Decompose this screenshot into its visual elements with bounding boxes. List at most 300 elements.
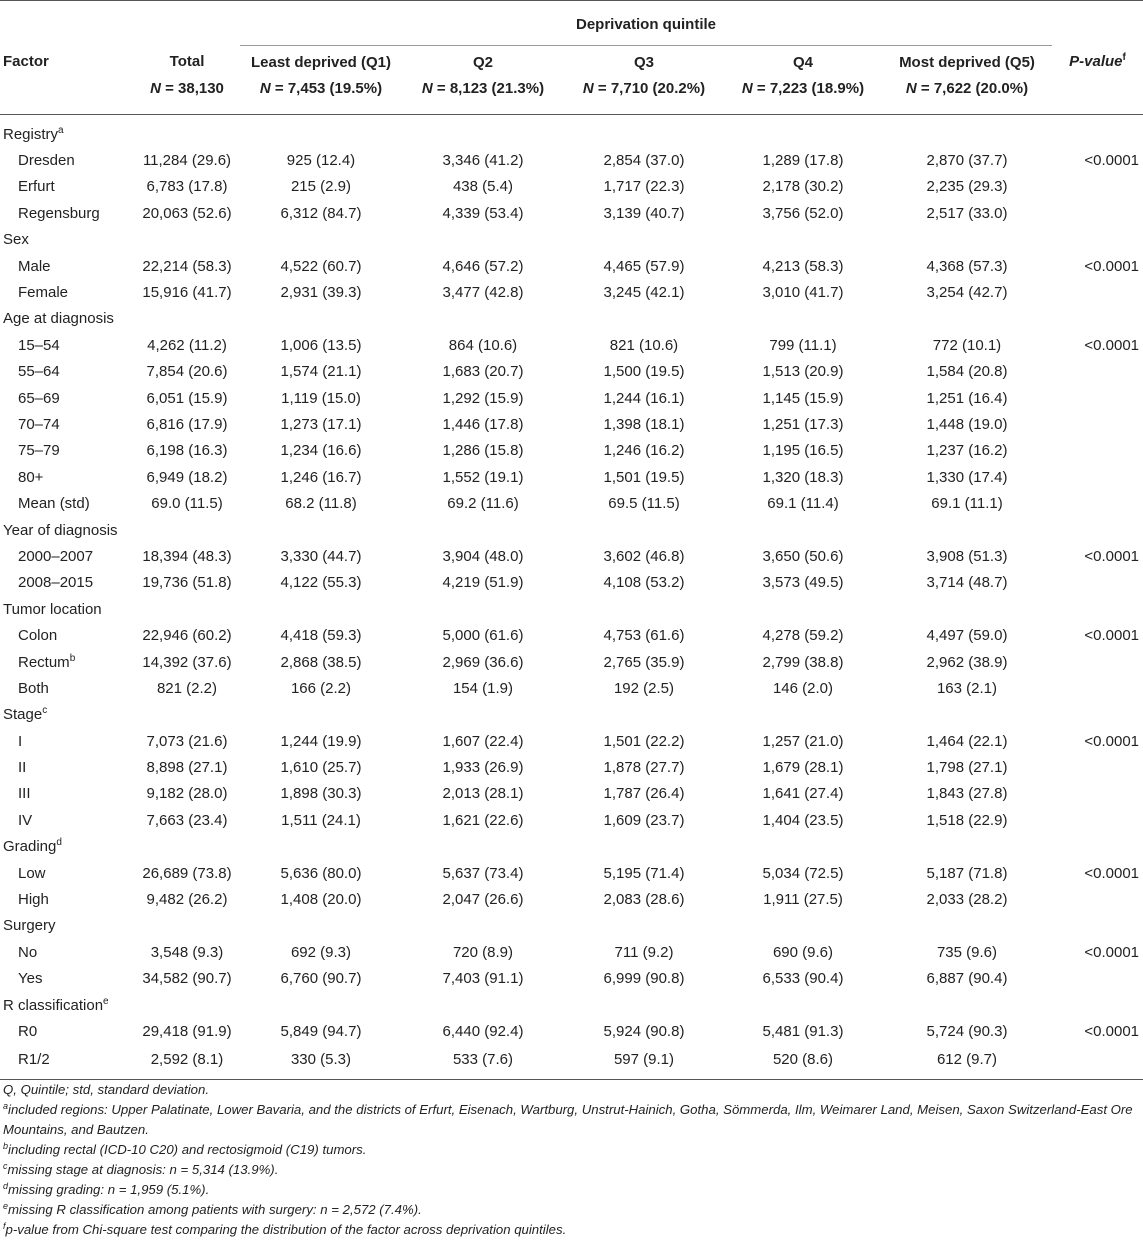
cell-value: 1,448 (19.0) <box>926 415 1008 433</box>
cell-value: 1,404 (23.5) <box>762 811 844 829</box>
col-heading-q4: Q4 <box>792 53 813 71</box>
cell-value: 520 (8.6) <box>724 1045 882 1080</box>
cell-value: 5,195 (71.4) <box>603 864 685 882</box>
cell-value: 864 (10.6) <box>448 336 518 354</box>
row-label: Dresden <box>18 152 75 170</box>
cell-value: 692 (9.3) <box>290 943 352 961</box>
cell-value: 1,679 (28.1) <box>762 759 844 777</box>
p-value-cell <box>1052 438 1143 464</box>
cell-value <box>402 227 564 253</box>
cell-value: 735 (9.6) <box>936 943 998 961</box>
cell-value <box>724 702 882 728</box>
cell-value <box>402 913 564 939</box>
cell-value: 1,683 (20.7) <box>442 363 524 381</box>
cell-value: 4,339 (53.4) <box>442 204 524 222</box>
category-label: Age at diagnosis <box>3 310 114 328</box>
row-label: 15–54 <box>18 336 60 354</box>
cell-value: 7,663 (23.4) <box>146 811 228 829</box>
cell-value: 3,245 (42.1) <box>603 284 685 302</box>
cell-value: 5,849 (94.7) <box>280 1022 362 1040</box>
p-value-cell <box>1052 754 1143 780</box>
cell-value <box>240 834 402 860</box>
p-value-cell <box>1052 807 1143 833</box>
cell-value: 1,237 (16.2) <box>926 442 1008 460</box>
row-label: I <box>18 732 23 750</box>
cell-value: 5,724 (90.3) <box>926 1022 1008 1040</box>
table-footnotes <box>3 1080 1141 1240</box>
cell-value: 2,969 (36.6) <box>442 653 524 671</box>
cell-value: 5,636 (80.0) <box>280 864 362 882</box>
cell-value <box>724 834 882 860</box>
p-value-cell: <0.0001 <box>1084 1022 1139 1040</box>
cell-value: 2,013 (28.1) <box>442 785 524 803</box>
cell-value: 612 (9.7) <box>882 1045 1052 1080</box>
cell-value: 720 (8.9) <box>452 943 514 961</box>
cell-value: 6,816 (17.9) <box>146 415 228 433</box>
cell-value: 192 (2.5) <box>613 679 675 697</box>
cell-value <box>402 702 564 728</box>
cell-value: 2,517 (33.0) <box>926 204 1008 222</box>
p-value-cell: <0.0001 <box>1084 257 1139 275</box>
cell-value: 1,446 (17.8) <box>442 415 524 433</box>
cell-value: 1,251 (16.4) <box>926 389 1008 407</box>
cell-value <box>240 596 402 622</box>
row-label: 75–79 <box>18 442 60 460</box>
row-label: 55–64 <box>18 363 60 381</box>
cell-value <box>134 596 240 622</box>
cell-value: 69.1 (11.1) <box>931 495 1003 513</box>
cell-value <box>240 913 402 939</box>
row-label: III <box>18 785 31 803</box>
cell-value <box>564 517 724 543</box>
row-label: Male <box>18 257 51 275</box>
row-label: 65–69 <box>18 389 60 407</box>
cell-value: 7,854 (20.6) <box>146 363 228 381</box>
cell-value: 1,933 (26.9) <box>442 759 524 777</box>
cell-value <box>240 306 402 332</box>
cell-value <box>564 121 724 147</box>
cell-value: 3,010 (41.7) <box>762 284 844 302</box>
cell-value: 3,573 (49.5) <box>762 574 844 592</box>
cell-value: 3,477 (42.8) <box>442 284 524 302</box>
p-value-cell <box>1052 464 1143 490</box>
cell-value: 3,254 (42.7) <box>926 284 1008 302</box>
cell-value: 1,552 (19.1) <box>442 468 524 486</box>
table-row <box>0 438 1143 464</box>
cell-value: 1,195 (16.5) <box>762 442 844 460</box>
cell-value: 330 (5.3) <box>240 1045 402 1080</box>
row-label: II <box>18 759 27 777</box>
row-label: Rectum$^b$ <box>18 652 76 671</box>
cell-value: 2,765 (35.9) <box>603 653 685 671</box>
table-row <box>0 807 1143 833</box>
cell-value: 6,198 (16.3) <box>146 442 228 460</box>
cell-value: 1,609 (23.7) <box>603 811 685 829</box>
cell-value <box>564 596 724 622</box>
p-value-cell <box>1052 596 1143 622</box>
cell-value: 1,878 (27.7) <box>603 759 685 777</box>
cell-value <box>882 913 1052 939</box>
cell-value: 1,584 (20.8) <box>926 363 1008 381</box>
p-value-cell <box>1052 385 1143 411</box>
cell-value: 3,904 (48.0) <box>442 547 524 565</box>
cell-value <box>564 306 724 332</box>
cell-value: 29,418 (91.9) <box>142 1022 232 1040</box>
cell-value: 22,946 (60.2) <box>142 627 232 645</box>
cell-value <box>882 992 1052 1018</box>
cell-value: 1,119 (15.0) <box>281 389 361 407</box>
cell-value: 7,073 (21.6) <box>146 732 228 750</box>
p-value-cell: <0.0001 <box>1084 943 1139 961</box>
cell-value: 14,392 (37.6) <box>142 653 232 671</box>
col-heading-q5: Most deprived (Q5) <box>899 53 1035 71</box>
cell-value <box>882 596 1052 622</box>
p-value-cell <box>1052 992 1143 1018</box>
cell-value: 20,063 (52.6) <box>142 204 232 222</box>
category-row <box>0 702 1143 728</box>
cell-value: 3,139 (40.7) <box>603 204 685 222</box>
category-label: Year of diagnosis <box>3 521 118 539</box>
cell-value <box>564 992 724 1018</box>
pvalue-heading: P-value$^f$ <box>1069 52 1126 71</box>
cell-value: 597 (9.1) <box>564 1045 724 1080</box>
row-label: Mean (std) <box>18 495 90 513</box>
row-label: Female <box>18 284 69 302</box>
cell-value: 4,497 (59.0) <box>926 627 1008 645</box>
cell-value: 1,641 (27.4) <box>762 785 844 803</box>
p-value-cell <box>1052 834 1143 860</box>
cell-value <box>402 596 564 622</box>
cell-value: 2,931 (39.3) <box>280 284 362 302</box>
cell-value <box>134 992 240 1018</box>
row-label: 70–74 <box>18 415 60 433</box>
cell-value: 2,592 (8.1) <box>134 1045 240 1080</box>
cell-value <box>240 227 402 253</box>
cell-value: 1,246 (16.7) <box>280 468 362 486</box>
cell-value: 2,178 (30.2) <box>762 178 844 196</box>
cell-value: 1,501 (22.2) <box>603 732 685 750</box>
footnote: $^c$missing stage at diagnosis: n = 5,314 (13.9%). <box>3 1161 279 1177</box>
cell-value: 1,787 (26.4) <box>603 785 685 803</box>
cell-value: 3,714 (48.7) <box>926 574 1008 592</box>
cell-value: 4,108 (53.2) <box>603 574 685 592</box>
row-label: Both <box>18 679 49 697</box>
cell-value: 1,798 (27.1) <box>926 759 1008 777</box>
table-row <box>0 543 1143 569</box>
cell-value: 146 (2.0) <box>772 679 834 697</box>
cell-value: 4,368 (57.3) <box>926 257 1008 275</box>
row-label: Regensburg <box>18 204 100 222</box>
deprivation-quintile-heading: Deprivation quintile <box>240 3 1052 46</box>
cell-value: 3,346 (41.2) <box>442 152 524 170</box>
cell-value <box>724 121 882 147</box>
cell-value: 5,187 (71.8) <box>926 864 1008 882</box>
cell-value: 2,854 (37.0) <box>603 152 685 170</box>
cell-value: 5,924 (90.8) <box>603 1022 685 1040</box>
cell-value <box>134 306 240 332</box>
cell-value: 5,637 (73.4) <box>442 864 524 882</box>
col-heading-total: Total <box>169 53 205 71</box>
footnote: $^d$missing grading: n = 1,959 (5.1%). <box>3 1181 210 1197</box>
cell-value: 1,145 (15.9) <box>762 389 844 407</box>
cell-value: 2,868 (38.5) <box>280 653 362 671</box>
table-row <box>0 279 1143 305</box>
col-n-q3: N = 7,710 (20.2%) <box>564 78 724 115</box>
cell-value: 6,760 (90.7) <box>280 970 362 988</box>
cell-value: 6,312 (84.7) <box>280 204 362 222</box>
cell-value: 2,235 (29.3) <box>926 178 1008 196</box>
p-value-cell <box>1052 1045 1143 1080</box>
cell-value <box>724 517 882 543</box>
cell-value <box>724 913 882 939</box>
cell-value: 4,522 (60.7) <box>280 257 362 275</box>
cell-value <box>724 992 882 1018</box>
category-label: Grading$^d$ <box>3 837 62 856</box>
cell-value: 6,783 (17.8) <box>146 178 228 196</box>
cell-value: 5,034 (72.5) <box>762 864 844 882</box>
cell-value: 8,898 (27.1) <box>146 759 228 777</box>
cell-value: 68.2 (11.8) <box>285 495 357 513</box>
cell-value <box>882 306 1052 332</box>
cell-value <box>134 121 240 147</box>
p-value-cell <box>1052 306 1143 332</box>
row-label: 80+ <box>18 468 44 486</box>
cell-value <box>134 702 240 728</box>
cell-value: 1,408 (20.0) <box>280 891 362 909</box>
footnote: $^e$missing R classification among patients with surgery: n = 2,572 (7.4%). <box>3 1201 422 1217</box>
cell-value <box>724 306 882 332</box>
category-row <box>0 306 1143 332</box>
category-label: Surgery <box>3 917 56 935</box>
cell-value <box>402 121 564 147</box>
cell-value: 34,582 (90.7) <box>142 970 232 988</box>
cell-value <box>724 227 882 253</box>
table-body <box>0 115 1143 1080</box>
table-row <box>0 1045 1143 1080</box>
cell-value: 1,257 (21.0) <box>762 732 844 750</box>
p-value-cell: <0.0001 <box>1084 864 1139 882</box>
category-row <box>0 517 1143 543</box>
category-row <box>0 227 1143 253</box>
p-value-cell <box>1052 200 1143 226</box>
cell-value: 3,650 (50.6) <box>762 547 844 565</box>
cell-value: 821 (2.2) <box>156 679 218 697</box>
row-label: Low <box>18 864 46 882</box>
cell-value: 1,501 (19.5) <box>603 468 685 486</box>
cell-value: 9,482 (26.2) <box>146 891 228 909</box>
cell-value: 1,911 (27.5) <box>763 891 843 909</box>
cell-value: 1,320 (18.3) <box>762 468 844 486</box>
p-value-cell <box>1052 570 1143 596</box>
cell-value: 1,898 (30.3) <box>280 785 362 803</box>
cell-value: 4,753 (61.6) <box>603 627 685 645</box>
cell-value <box>402 992 564 1018</box>
table-row <box>0 622 1143 648</box>
table-row <box>0 174 1143 200</box>
cell-value: 19,736 (51.8) <box>142 574 232 592</box>
row-label: No <box>18 943 38 961</box>
cell-value: 1,518 (22.9) <box>926 811 1008 829</box>
cell-value: 1,843 (27.8) <box>926 785 1008 803</box>
col-heading-q1: Least deprived (Q1) <box>250 53 392 71</box>
row-label: Yes <box>18 970 43 988</box>
cell-value: 2,033 (28.2) <box>926 891 1008 909</box>
table-row <box>0 1018 1143 1044</box>
table-row <box>0 754 1143 780</box>
cell-value: 5,000 (61.6) <box>442 627 524 645</box>
cell-value: 1,511 (24.1) <box>281 811 361 829</box>
cell-value: 4,646 (57.2) <box>442 257 524 275</box>
category-label: Registry$^a$ <box>3 124 64 143</box>
cell-value: 1,330 (17.4) <box>926 468 1008 486</box>
cell-value <box>134 913 240 939</box>
footnote: $^f$p-value from Chi-square test comparing the distribution of the factor across deprivation quintiles. <box>3 1221 567 1237</box>
cell-value: 1,717 (22.3) <box>603 178 685 196</box>
cell-value: 1,292 (15.9) <box>442 389 524 407</box>
cell-value: 4,122 (55.3) <box>280 574 362 592</box>
cell-value: 1,513 (20.9) <box>762 363 844 381</box>
table-row <box>0 411 1143 437</box>
p-value-cell <box>1052 174 1143 200</box>
footnote: $^b$including rectal (ICD-10 C20) and rectosigmoid (C19) tumors. <box>3 1141 367 1157</box>
table-row <box>0 490 1143 516</box>
cell-value: 4,262 (11.2) <box>147 336 227 354</box>
cell-value: 1,273 (17.1) <box>280 415 362 433</box>
cell-value <box>402 306 564 332</box>
cell-value <box>240 121 402 147</box>
table-row <box>0 147 1143 173</box>
cell-value: 821 (10.6) <box>609 336 679 354</box>
col-n-q2: N = 8,123 (21.3%) <box>402 78 564 115</box>
table-row <box>0 728 1143 754</box>
p-value-cell <box>1052 359 1143 385</box>
cell-value <box>134 834 240 860</box>
cell-value: 1,464 (22.1) <box>926 732 1008 750</box>
cell-value: 1,398 (18.1) <box>603 415 685 433</box>
p-value-cell <box>1052 411 1143 437</box>
cell-value: 1,251 (17.3) <box>762 415 844 433</box>
cell-value: 6,440 (92.4) <box>442 1022 524 1040</box>
cell-value: 1,244 (19.9) <box>280 732 362 750</box>
cell-value: 9,182 (28.0) <box>146 785 228 803</box>
p-value-cell <box>1052 649 1143 675</box>
row-label: 2000–2007 <box>18 547 94 565</box>
cell-value: 3,602 (46.8) <box>603 547 685 565</box>
p-value-cell <box>1052 913 1143 939</box>
table-row <box>0 939 1143 965</box>
cell-value <box>882 517 1052 543</box>
cell-value: 166 (2.2) <box>290 679 352 697</box>
cell-value: 2,870 (37.7) <box>926 152 1008 170</box>
cell-value: 6,533 (90.4) <box>762 970 844 988</box>
cell-value: 4,418 (59.3) <box>280 627 362 645</box>
footnote: $^a$included regions: Upper Palatinate, Lower Bavaria, and the districts of Erfurt, Eisenach, Wartburg, Unstrut-Hainich, Gotha, Sömmerda, Ilm, Weimarer Land, Meisen, Saxon Switzerland-East Ore Mountains, and Bautzen. <box>3 1101 1133 1137</box>
category-row <box>0 121 1143 147</box>
cell-value: 18,394 (48.3) <box>142 547 232 565</box>
p-value-cell <box>1052 702 1143 728</box>
p-value-cell: <0.0001 <box>1084 732 1139 750</box>
cell-value: 4,465 (57.9) <box>603 257 685 275</box>
cell-value: 3,548 (9.3) <box>150 943 224 961</box>
p-value-cell <box>1052 886 1143 912</box>
cell-value <box>564 834 724 860</box>
cell-value <box>402 834 564 860</box>
cell-value: 1,246 (16.2) <box>603 442 685 460</box>
row-label: High <box>18 891 49 909</box>
cell-value: 11,284 (29.6) <box>142 152 232 170</box>
cell-value: 1,234 (16.6) <box>280 442 362 460</box>
row-label: Erfurt <box>18 178 55 196</box>
cell-value: 69.5 (11.5) <box>608 495 680 513</box>
table-row <box>0 359 1143 385</box>
cell-value: 6,999 (90.8) <box>603 970 685 988</box>
p-value-cell <box>1052 966 1143 992</box>
cell-value: 925 (12.4) <box>286 152 356 170</box>
cell-value: 1,610 (25.7) <box>280 759 362 777</box>
cell-value: 163 (2.1) <box>936 679 998 697</box>
cell-value: 5,481 (91.3) <box>762 1022 844 1040</box>
cell-value: 2,047 (26.6) <box>442 891 524 909</box>
p-value-cell <box>1052 517 1143 543</box>
cell-value: 438 (5.4) <box>452 178 514 196</box>
p-value-cell <box>1052 121 1143 147</box>
cell-value: 6,949 (18.2) <box>146 468 228 486</box>
row-label: Colon <box>18 627 58 645</box>
table-row <box>0 464 1143 490</box>
p-value-cell <box>1052 781 1143 807</box>
table-row <box>0 332 1143 358</box>
cell-value: 1,500 (19.5) <box>603 363 685 381</box>
category-label: Tumor location <box>3 600 102 618</box>
cell-value <box>134 227 240 253</box>
p-value-cell: <0.0001 <box>1084 336 1139 354</box>
cell-value: 6,051 (15.9) <box>146 389 228 407</box>
cell-value: 799 (11.1) <box>769 336 837 354</box>
cell-value: 6,887 (90.4) <box>926 970 1008 988</box>
cell-value: 1,286 (15.8) <box>442 442 524 460</box>
cell-value <box>240 517 402 543</box>
table-header <box>0 1 1143 115</box>
cell-value <box>402 517 564 543</box>
cell-value <box>134 517 240 543</box>
table-row <box>0 570 1143 596</box>
table-row <box>0 649 1143 675</box>
cell-value: 2,962 (38.9) <box>926 653 1008 671</box>
cell-value: 711 (9.2) <box>614 943 674 961</box>
category-row <box>0 992 1143 1018</box>
cell-value <box>240 992 402 1018</box>
cell-value: 69.1 (11.4) <box>767 495 839 513</box>
p-value-cell <box>1052 490 1143 516</box>
cell-value: 3,330 (44.7) <box>280 547 362 565</box>
table-row <box>0 781 1143 807</box>
cell-value <box>882 702 1052 728</box>
category-row <box>0 834 1143 860</box>
cell-value: 1,621 (22.6) <box>442 811 524 829</box>
p-value-cell <box>1052 227 1143 253</box>
factor-heading: Factor <box>3 53 49 71</box>
category-label: Stage$^c$ <box>3 705 48 724</box>
cell-value <box>564 227 724 253</box>
col-n-q4: N = 7,223 (18.9%) <box>724 78 882 115</box>
table-row <box>0 860 1143 886</box>
cell-value <box>564 702 724 728</box>
cell-value: 1,244 (16.1) <box>603 389 685 407</box>
p-value-cell: <0.0001 <box>1084 547 1139 565</box>
cell-value <box>882 834 1052 860</box>
cell-value: 2,083 (28.6) <box>603 891 685 909</box>
table-row <box>0 385 1143 411</box>
